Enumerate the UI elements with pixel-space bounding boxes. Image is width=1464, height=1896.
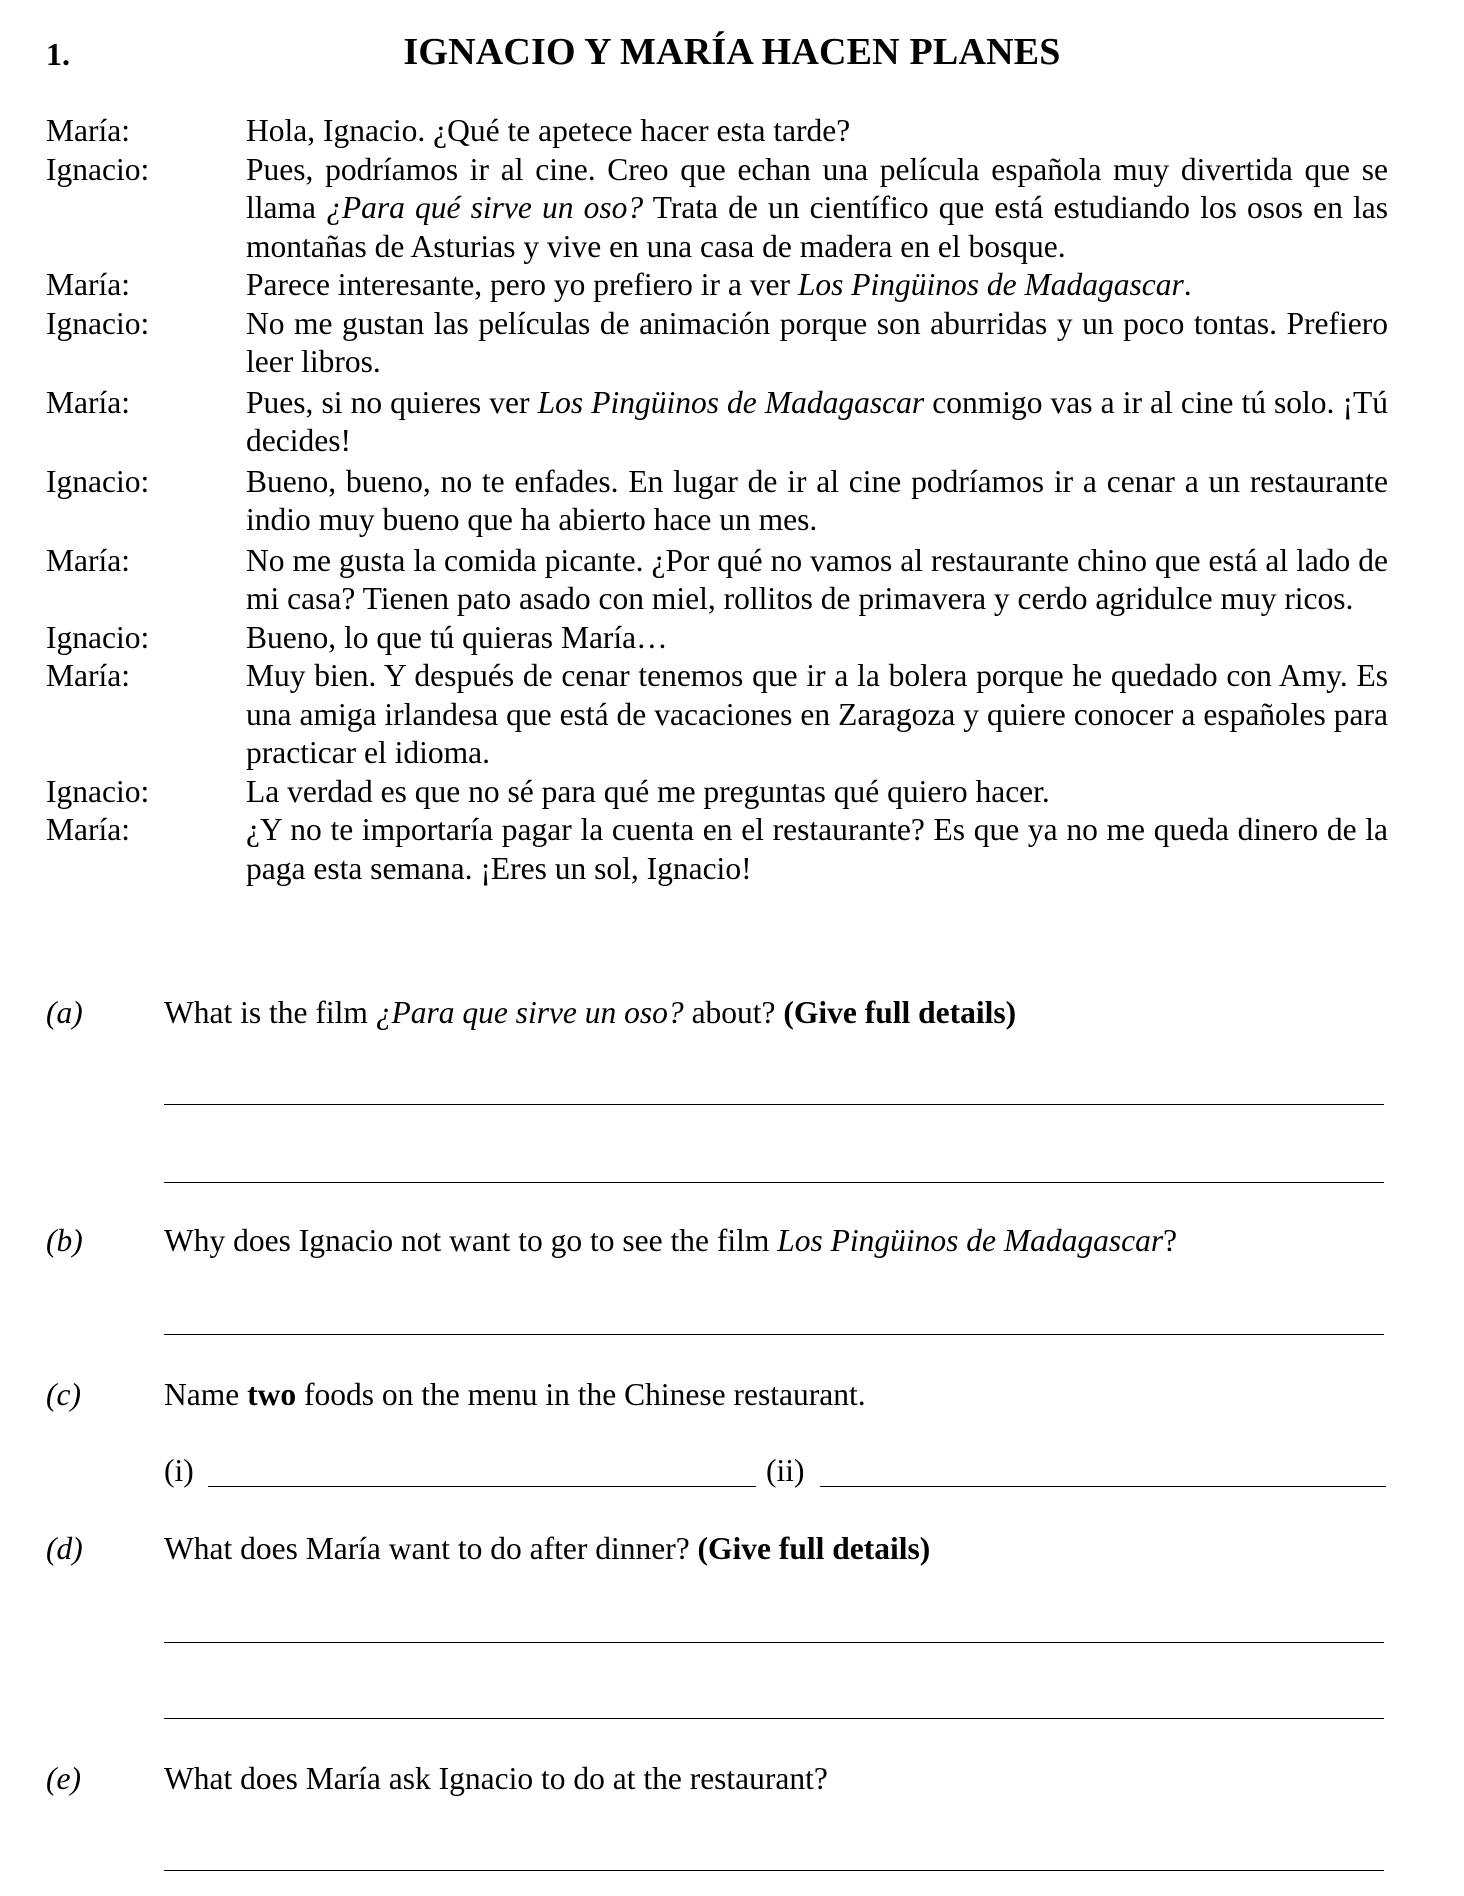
dialogue-turn <box>46 657 1388 773</box>
speaker: Ignacio: <box>46 305 150 341</box>
question-d <box>46 1530 1388 1568</box>
question-number: 1. <box>46 36 70 72</box>
question-text: Why does Ignacio not want to go to see the film Los Pingüinos de Madagascar? <box>164 1223 1178 1258</box>
speaker: María: <box>46 384 130 420</box>
dialogue-text: La verdad es que no sé para qué me preguntas qué quiero hacer. <box>246 773 1050 809</box>
speaker: Ignacio: <box>46 151 150 187</box>
speaker: Ignacio: <box>46 619 150 655</box>
dialogue <box>46 112 1388 888</box>
speaker: María: <box>46 812 130 847</box>
question-label: (d) <box>46 1531 83 1566</box>
answer-line[interactable] <box>164 1104 1384 1105</box>
question-text: What does María want to do after dinner? (Give full details) <box>164 1531 931 1566</box>
dialogue-text: No me gusta la comida picante. ¿Por qué no vamos al restaurante chino que está al lado de mi casa? Tienen pato asado con miel, rollitos de primavera y cerdo agridulce muy ricos. <box>246 542 1388 616</box>
answer-line[interactable] <box>164 1334 1384 1335</box>
speaker: María: <box>46 113 130 148</box>
dialogue-turn <box>46 151 1388 267</box>
page-title: IGNACIO Y MARÍA HACEN PLANES <box>403 31 1061 73</box>
film-title: ¿Para qué sirve un oso? <box>326 190 644 225</box>
dialogue-turn <box>46 463 1388 540</box>
dialogue-turn <box>46 305 1388 382</box>
dialogue-text: Muy bien. Y después de cenar tenemos que ir a la bolera porque he quedado con Amy. Es una amiga irlandesa que está de vacaciones en Zaragoza y quiere conocer a españoles para practicar el idioma. <box>246 658 1388 770</box>
speaker: Ignacio: <box>46 773 150 809</box>
answer-line-ii[interactable] <box>820 1486 1386 1487</box>
question-label: (a) <box>46 995 83 1030</box>
question-c <box>46 1376 1388 1414</box>
answer-line-i[interactable] <box>208 1486 756 1487</box>
dialogue-text: No me gustan las películas de animación porque son aburridas y un poco tontas. Prefiero leer libros. <box>246 305 1388 379</box>
dialogue-text: Pues, si no quieres ver Los Pingüinos de Madagascar conmigo vas a ir al cine tú solo. ¡Tú decides! <box>246 384 1389 458</box>
question-text: What is the film ¿Para que sirve un oso? about? (Give full details) <box>164 995 1017 1030</box>
dialogue-turn <box>46 266 1388 305</box>
film-title: Los Pingüinos de Madagascar <box>537 384 925 420</box>
sub-answers <box>164 1452 1388 1502</box>
dialogue-turn <box>46 384 1388 461</box>
dialogue-turn <box>46 542 1388 619</box>
answer-line[interactable] <box>164 1718 1384 1719</box>
question-text: What does María ask Ignacio to do at the restaurant? <box>164 1761 828 1796</box>
sub-label-ii: (ii) <box>766 1453 805 1488</box>
dialogue-text: Pues, podríamos ir al cine. Creo que echan una película española muy divertida que se llama ¿Para qué sirve un oso? Trata de un científico que está estudiando los osos en las montañas de Asturias y vive en una casa de madera en el bosque. <box>246 151 1388 264</box>
dialogue-text: Parece interesante, pero yo prefiero ir a ver Los Pingüinos de Madagascar. <box>246 267 1192 302</box>
dialogue-text: Bueno, bueno, no te enfades. En lugar de ir al cine podríamos ir a cenar a un restaurante indio muy bueno que ha abierto hace un mes. <box>246 463 1388 537</box>
answer-line[interactable] <box>164 1642 1384 1643</box>
question-label: (c) <box>46 1377 81 1412</box>
dialogue-turn <box>46 619 1388 658</box>
film-title: Los Pingüinos de Madagascar <box>797 267 1184 302</box>
dialogue-text: ¿Y no te importaría pagar la cuenta en el restaurante? Es que ya no me queda dinero de la paga esta semana. ¡Eres un sol, Ignacio! <box>246 812 1388 886</box>
dialogue-turn <box>46 811 1388 888</box>
answer-line[interactable] <box>164 1870 1384 1871</box>
speaker: María: <box>46 267 130 302</box>
dialogue-turn <box>46 773 1388 812</box>
question-label: (b) <box>46 1223 83 1258</box>
dialogue-text: Hola, Ignacio. ¿Qué te apetece hacer esta tarde? <box>246 113 851 148</box>
question-e <box>46 1760 1388 1798</box>
question-label: (e) <box>46 1761 81 1796</box>
speaker: María: <box>46 542 130 578</box>
dialogue-turn <box>46 112 1388 151</box>
question-b <box>46 1222 1388 1260</box>
question-text: Name two foods on the menu in the Chinese restaurant. <box>164 1377 866 1412</box>
question-a <box>46 994 1388 1032</box>
speaker: Ignacio: <box>46 463 150 499</box>
speaker: María: <box>46 658 130 693</box>
answer-line[interactable] <box>164 1182 1384 1183</box>
sub-label-i: (i) <box>164 1453 194 1488</box>
dialogue-text: Bueno, lo que tú quieras María… <box>246 619 668 655</box>
